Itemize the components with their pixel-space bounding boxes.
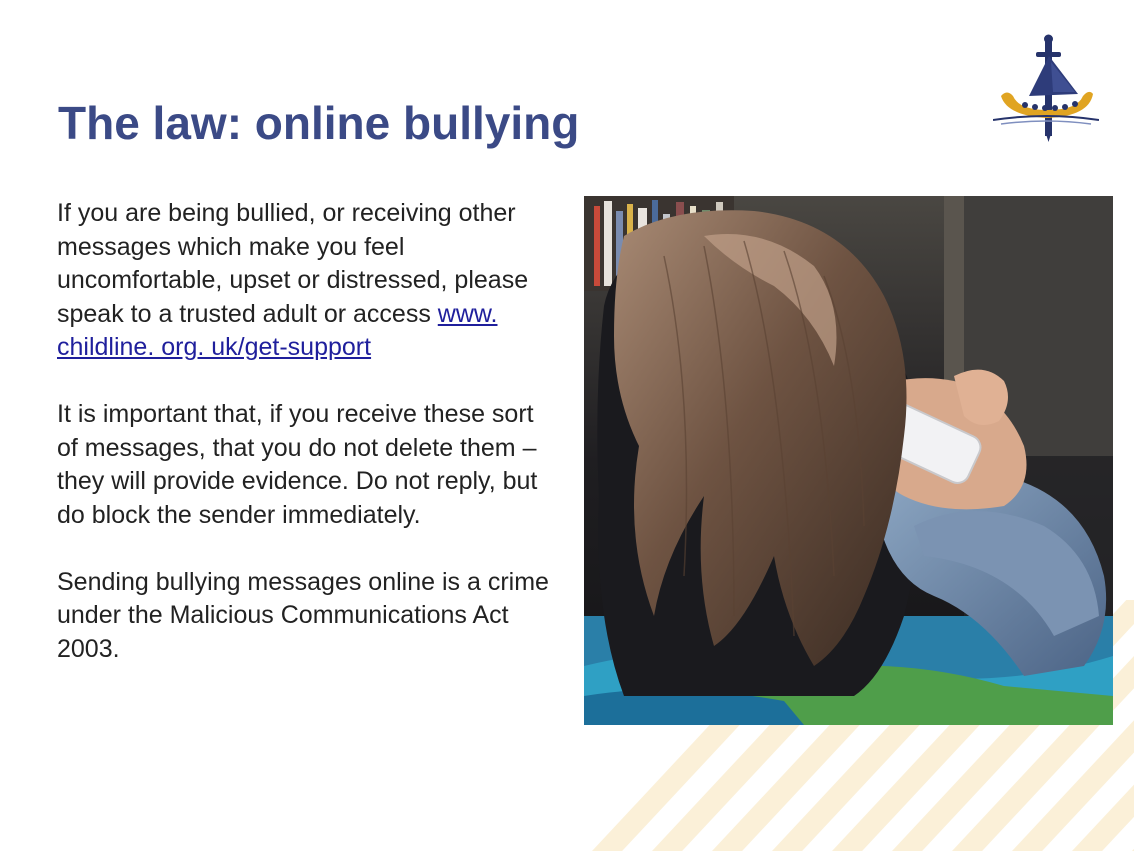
paragraph-evidence: It is important that, if you receive these sort of messages, that you do not delete them – they will provide evidence. Do not reply, but do block the sender immediately. bbox=[57, 400, 538, 529]
paragraph-support bbox=[57, 197, 557, 365]
body-text bbox=[57, 197, 557, 700]
childline-link[interactable]: www. childline. org. uk/get-support bbox=[57, 299, 498, 361]
paragraph-support-text: If you are being bullied, or receiving other messages which make you feel uncomfortable, upset or distressed, please speak to a trusted adult or access bbox=[57, 199, 529, 328]
school-logo bbox=[993, 34, 1099, 142]
paragraph-law: Sending bullying messages online is a crime under the Malicious Communications Act 2003. bbox=[57, 567, 549, 663]
slide-title: The law: online bullying bbox=[58, 97, 580, 149]
photo-girl-with-phone bbox=[584, 196, 1113, 725]
